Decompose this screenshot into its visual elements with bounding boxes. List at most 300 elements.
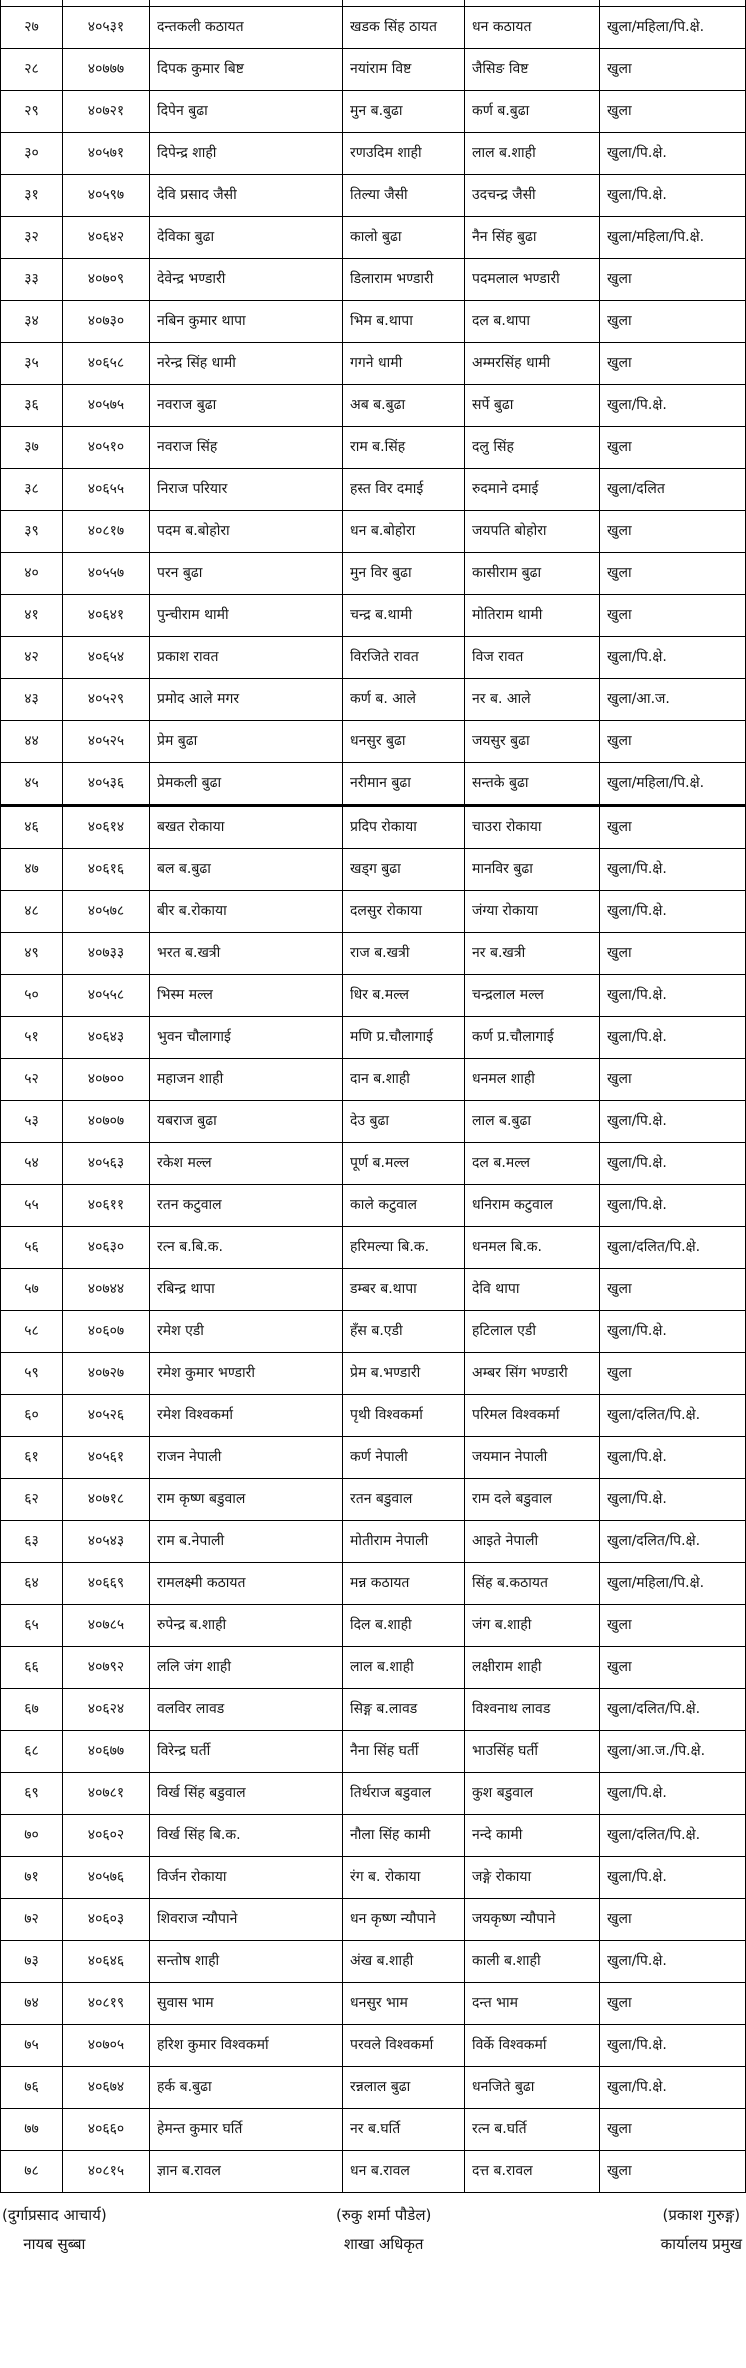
cell-father: पृथी विश्वकर्मा — [343, 1395, 465, 1437]
cell-name: देविका बुढा — [150, 217, 343, 259]
cell-category: खुला/महिला/पि.क्षे. — [600, 763, 746, 806]
cell-father: परवले विश्वकर्मा — [343, 2025, 465, 2067]
cell-roll: ४०६६० — [63, 2109, 150, 2151]
cell-roll: ४०६५८ — [63, 343, 150, 385]
cell-roll: ४०८१७ — [63, 511, 150, 553]
table-row — [1, 2025, 746, 2067]
cell-sn: ५२ — [1, 1059, 63, 1101]
cell-sn: ४६ — [1, 806, 63, 849]
cell-sn: ६१ — [1, 1437, 63, 1479]
table-row — [1, 1815, 746, 1857]
cell-category: खुला — [600, 343, 746, 385]
cell-sn: ५५ — [1, 1185, 63, 1227]
cell-category: खुला — [600, 1647, 746, 1689]
cell-name: यबराज बुढा — [150, 1101, 343, 1143]
cell-category: खुला/दलित/पि.क्षे. — [600, 1227, 746, 1269]
cell-grandfather: मानविर बुढा — [465, 849, 600, 891]
cell-category: खुला/पि.क्षे. — [600, 1143, 746, 1185]
cell-category: खुला — [600, 553, 746, 595]
table-row — [1, 849, 746, 891]
cell-roll: ४०६४३ — [63, 1017, 150, 1059]
cell-grandfather: दल ब.मल्ल — [465, 1143, 600, 1185]
table-row — [1, 259, 746, 301]
cell-grandfather: नैन सिंह बुढा — [465, 217, 600, 259]
cell-name: प्रेम बुढा — [150, 721, 343, 763]
cell-sn: २८ — [1, 49, 63, 91]
cell-category: खुला — [600, 1269, 746, 1311]
table-row — [1, 975, 746, 1017]
table-row — [1, 1479, 746, 1521]
cell-category: खुला — [600, 933, 746, 975]
table-row — [1, 1227, 746, 1269]
table-row — [1, 595, 746, 637]
cell-father: कर्ण ब. आले — [343, 679, 465, 721]
cell-sn: ७३ — [1, 1941, 63, 1983]
cell-sn: ३९ — [1, 511, 63, 553]
cell-grandfather: आइते नेपाली — [465, 1521, 600, 1563]
cell-sn: ४१ — [1, 595, 63, 637]
cell-father: डिलाराम भण्डारी — [343, 259, 465, 301]
cell-sn: ७४ — [1, 1983, 63, 2025]
signatory-name: (रुकु शर्मा पौडेल) — [335, 2206, 432, 2224]
cell-name: प्रेमकली बुढा — [150, 763, 343, 806]
cell-category: खुला/आ.ज. — [600, 679, 746, 721]
cell-father: कर्ण नेपाली — [343, 1437, 465, 1479]
cell-name: परन बुढा — [150, 553, 343, 595]
cell-father: गगने धामी — [343, 343, 465, 385]
cell-name: भुवन चौलागाई — [150, 1017, 343, 1059]
cell-name: प्रमोद आले मगर — [150, 679, 343, 721]
cell-father: नर ब.घर्ति — [343, 2109, 465, 2151]
cell-sn: ६५ — [1, 1605, 63, 1647]
cell-grandfather: कुश बडुवाल — [465, 1773, 600, 1815]
cell-roll: ४०५५७ — [63, 553, 150, 595]
cell-name: रमेश कुमार भण्डारी — [150, 1353, 343, 1395]
cell-father: डम्बर ब.थापा — [343, 1269, 465, 1311]
cell-name: दिपेन्द्र शाही — [150, 133, 343, 175]
cell-father: खड्ग बुढा — [343, 849, 465, 891]
table-row — [1, 1311, 746, 1353]
cell-grandfather: विर्के विश्वकर्मा — [465, 2025, 600, 2067]
table-row — [1, 1185, 746, 1227]
cell-category: खुला — [600, 2151, 746, 2193]
cell-sn: ६० — [1, 1395, 63, 1437]
cell-category: खुला/पि.क्षे. — [600, 133, 746, 175]
cell-name: नरेन्द्र सिंह धामी — [150, 343, 343, 385]
cell-father: देउ बुढा — [343, 1101, 465, 1143]
cell-father: अब ब.बुढा — [343, 385, 465, 427]
cell-father: कालो बुढा — [343, 217, 465, 259]
cell-name: रमेश विश्वकर्मा — [150, 1395, 343, 1437]
cell-father: मणि प्र.चौलागाई — [343, 1017, 465, 1059]
cell-name: भिस्म मल्ल — [150, 975, 343, 1017]
table-row — [1, 511, 746, 553]
cell-roll: ४०६७७ — [63, 1731, 150, 1773]
cell-grandfather: रत्न ब.घर्ति — [465, 2109, 600, 2151]
cell-roll: ४०७०५ — [63, 2025, 150, 2067]
cell-father: दिल ब.शाही — [343, 1605, 465, 1647]
cell-category: खुला/पि.क्षे. — [600, 1311, 746, 1353]
cell-category: खुला — [600, 1983, 746, 2025]
cell-roll: ४०८१९ — [63, 1983, 150, 2025]
table-row — [1, 1941, 746, 1983]
cell-category: खुला — [600, 1353, 746, 1395]
cell-roll: ४०५२५ — [63, 721, 150, 763]
cell-roll: ४०७०९ — [63, 259, 150, 301]
cell-roll: ४०६७४ — [63, 2067, 150, 2109]
cell-name: विर्जन रोकाया — [150, 1857, 343, 1899]
cell-name: ललि जंग शाही — [150, 1647, 343, 1689]
cell-name: रत्न ब.बि.क. — [150, 1227, 343, 1269]
cell-roll: ४०५९७ — [63, 175, 150, 217]
cell-father: काले कटुवाल — [343, 1185, 465, 1227]
table-row — [1, 1689, 746, 1731]
cell-sn: ३३ — [1, 259, 63, 301]
cell-sn: ७२ — [1, 1899, 63, 1941]
cell-sn: २९ — [1, 91, 63, 133]
table-row — [1, 637, 746, 679]
cell-roll: ४०६२४ — [63, 1689, 150, 1731]
cell-category: खुला — [600, 1059, 746, 1101]
cell-grandfather: धनमल शाही — [465, 1059, 600, 1101]
cell-sn: ३८ — [1, 469, 63, 511]
cell-father: रतन बडुवाल — [343, 1479, 465, 1521]
cell-grandfather: चाउरा रोकाया — [465, 806, 600, 849]
cell-sn: ६८ — [1, 1731, 63, 1773]
cell-category: खुला/पि.क्षे. — [600, 975, 746, 1017]
cell-grandfather: दलु सिंह — [465, 427, 600, 469]
cell-roll: ४०६६९ — [63, 1563, 150, 1605]
cell-name: विर्ख सिंह बि.क. — [150, 1815, 343, 1857]
cell-name: ज्ञान ब.रावल — [150, 2151, 343, 2193]
table-row — [1, 1017, 746, 1059]
cell-roll: ४०६३० — [63, 1227, 150, 1269]
cell-grandfather: परिमल विश्वकर्मा — [465, 1395, 600, 1437]
cell-grandfather: सन्तके बुढा — [465, 763, 600, 806]
table-row — [1, 49, 746, 91]
table-row — [1, 469, 746, 511]
cell-father: दलसुर रोकाया — [343, 891, 465, 933]
table-row — [1, 679, 746, 721]
cell-grandfather: नर ब. आले — [465, 679, 600, 721]
cell-grandfather: अम्मरसिंह धामी — [465, 343, 600, 385]
cell-father: सिङ्ग ब.लावड — [343, 1689, 465, 1731]
cell-roll: ४०७०७ — [63, 1101, 150, 1143]
cell-roll: ४०५६१ — [63, 1437, 150, 1479]
table-row — [1, 1731, 746, 1773]
cell-sn: ६७ — [1, 1689, 63, 1731]
cell-name: नबिन कुमार थापा — [150, 301, 343, 343]
cell-roll: ४०७३३ — [63, 933, 150, 975]
table-row — [1, 1563, 746, 1605]
cell-father: नैना सिंह घर्ती — [343, 1731, 465, 1773]
cell-roll: ४०७१८ — [63, 1479, 150, 1521]
cell-name: रमेश एडी — [150, 1311, 343, 1353]
cell-sn: ५१ — [1, 1017, 63, 1059]
cell-name: रामलक्ष्मी कठायत — [150, 1563, 343, 1605]
cell-name: सुवास भाम — [150, 1983, 343, 2025]
cell-grandfather: अम्बर सिंग भण्डारी — [465, 1353, 600, 1395]
cell-father: लाल ब.शाही — [343, 1647, 465, 1689]
table-row — [1, 1857, 746, 1899]
cell-father: नयांराम विष्ट — [343, 49, 465, 91]
signature-area — [0, 2193, 746, 2264]
cell-sn: ५० — [1, 975, 63, 1017]
cell-sn: ६६ — [1, 1647, 63, 1689]
cell-category: खुला/दलित/पि.क्षे. — [600, 1395, 746, 1437]
cell-category: खुला/पि.क्षे. — [600, 175, 746, 217]
cell-father: राम ब.सिंह — [343, 427, 465, 469]
cell-name: रुपेन्द्र ब.शाही — [150, 1605, 343, 1647]
cell-roll: ४०५४३ — [63, 1521, 150, 1563]
cell-sn: ३७ — [1, 427, 63, 469]
roster-table-body — [1, 0, 746, 2193]
cell-father: हँस ब.एडी — [343, 1311, 465, 1353]
table-row — [1, 301, 746, 343]
cell-sn: ५३ — [1, 1101, 63, 1143]
table-row — [1, 91, 746, 133]
cell-father: नरीमान बुढा — [343, 763, 465, 806]
cell-father: तिल्या जैसी — [343, 175, 465, 217]
cell-name: शिवराज न्यौपाने — [150, 1899, 343, 1941]
table-row — [1, 1269, 746, 1311]
cell-father: विरजिते रावत — [343, 637, 465, 679]
cell-category: खुला/महिला/पि.क्षे. — [600, 7, 746, 49]
cell-category: खुला/पि.क्षे. — [600, 1017, 746, 1059]
cell-roll: ४०७२१ — [63, 91, 150, 133]
cell-grandfather: सिंह ब.कठायत — [465, 1563, 600, 1605]
cell-father: हस्त विर दमाई — [343, 469, 465, 511]
signature-block-right — [661, 2201, 742, 2258]
cell-father: प्रदिप रोकाया — [343, 806, 465, 849]
cell-grandfather: भाउसिंह घर्ती — [465, 1731, 600, 1773]
cell-name: राजन नेपाली — [150, 1437, 343, 1479]
table-row — [1, 133, 746, 175]
cell-sn: ४५ — [1, 763, 63, 806]
cell-roll: ४०५३६ — [63, 763, 150, 806]
cell-category: खुला — [600, 1605, 746, 1647]
cell-father: धन ब.रावल — [343, 2151, 465, 2193]
cell-name: नवराज सिंह — [150, 427, 343, 469]
cell-grandfather: चन्द्रलाल मल्ल — [465, 975, 600, 1017]
cell-grandfather: विश्वनाथ लावड — [465, 1689, 600, 1731]
cell-sn: ३२ — [1, 217, 63, 259]
cell-grandfather: जयकृष्ण न्यौपाने — [465, 1899, 600, 1941]
cell-category: खुला/पि.क्षे. — [600, 891, 746, 933]
cell-father: प्रेम ब.भण्डारी — [343, 1353, 465, 1395]
cell-father: धन ब.बोहोरा — [343, 511, 465, 553]
cell-category: खुला/दलित/पि.क्षे. — [600, 1689, 746, 1731]
cell-grandfather: जंग्या रोकाया — [465, 891, 600, 933]
cell-grandfather: लाल ब.बुढा — [465, 1101, 600, 1143]
cell-category: खुला/पि.क्षे. — [600, 849, 746, 891]
cell-name: भरत ब.खत्री — [150, 933, 343, 975]
cell-category: खुला/पि.क्षे. — [600, 1479, 746, 1521]
cell-grandfather: धन कठायत — [465, 7, 600, 49]
table-row — [1, 217, 746, 259]
cell-category: खुला/पि.क्षे. — [600, 637, 746, 679]
table-row — [1, 1605, 746, 1647]
cell-roll: ४०५५८ — [63, 975, 150, 1017]
cell-category: खुला/पि.क्षे. — [600, 2067, 746, 2109]
cell-father: मन्न कठायत — [343, 1563, 465, 1605]
cell-father: भिम ब.थापा — [343, 301, 465, 343]
cell-sn: ६३ — [1, 1521, 63, 1563]
cell-sn: ५९ — [1, 1353, 63, 1395]
cell-grandfather: नन्दे कामी — [465, 1815, 600, 1857]
cell-category: खुला/पि.क्षे. — [600, 1101, 746, 1143]
signatory-title: कार्यालय प्रमुख — [660, 2234, 742, 2253]
cell-category: खुला — [600, 1899, 746, 1941]
cell-roll: ४०८१५ — [63, 2151, 150, 2193]
table-row — [1, 1059, 746, 1101]
cell-sn: ४३ — [1, 679, 63, 721]
cell-name: निराज परियार — [150, 469, 343, 511]
cell-name: विरेन्द्र घर्ती — [150, 1731, 343, 1773]
cell-roll: ४०६५५ — [63, 469, 150, 511]
cell-sn: ४८ — [1, 891, 63, 933]
cell-sn: ५४ — [1, 1143, 63, 1185]
cell-father: तिर्थराज बडुवाल — [343, 1773, 465, 1815]
signatory-name: (प्रकाश गुरुङ्ग) — [662, 2206, 741, 2224]
table-row — [1, 1773, 746, 1815]
cell-roll: ४०७४४ — [63, 1269, 150, 1311]
cell-grandfather: देवि थापा — [465, 1269, 600, 1311]
cell-father: राज ब.खत्री — [343, 933, 465, 975]
cell-name: बल ब.बुढा — [150, 849, 343, 891]
cell-category: खुला — [600, 49, 746, 91]
cell-grandfather: लक्षीराम शाही — [465, 1647, 600, 1689]
table-row — [1, 343, 746, 385]
cell-father: चन्द्र ब.थामी — [343, 595, 465, 637]
cell-roll: ४०७८१ — [63, 1773, 150, 1815]
cell-roll: ४०५६३ — [63, 1143, 150, 1185]
cell-father: धनसुर बुढा — [343, 721, 465, 763]
cell-roll: ४०५१० — [63, 427, 150, 469]
cell-roll: ४०७९२ — [63, 1647, 150, 1689]
cell-name: देवि प्रसाद जैसी — [150, 175, 343, 217]
cell-name: राम कृष्ण बडुवाल — [150, 1479, 343, 1521]
cell-grandfather: कासीराम बुढा — [465, 553, 600, 595]
cell-name: महाजन शाही — [150, 1059, 343, 1101]
cell-name: रबिन्द्र थापा — [150, 1269, 343, 1311]
cell-category: खुला — [600, 301, 746, 343]
cell-father: रंग ब. रोकाया — [343, 1857, 465, 1899]
cell-sn: ४७ — [1, 849, 63, 891]
cell-name: बीर ब.रोकाया — [150, 891, 343, 933]
cell-roll: ४०७८५ — [63, 1605, 150, 1647]
table-row — [1, 891, 746, 933]
cell-father: खडक सिंह ठायत — [343, 7, 465, 49]
cell-roll: ४०७२७ — [63, 1353, 150, 1395]
cell-sn: ४४ — [1, 721, 63, 763]
cell-sn: ५६ — [1, 1227, 63, 1269]
cell-grandfather: पदमलाल भण्डारी — [465, 259, 600, 301]
cell-sn: ७० — [1, 1815, 63, 1857]
cell-category: खुला — [600, 2109, 746, 2151]
cell-name: रतन कटुवाल — [150, 1185, 343, 1227]
table-row — [1, 1143, 746, 1185]
cell-roll: ४०७३० — [63, 301, 150, 343]
cell-name: पदम ब.बोहोरा — [150, 511, 343, 553]
cell-name: राम ब.नेपाली — [150, 1521, 343, 1563]
signatory-title: शाखा अधिकृत — [343, 2234, 424, 2253]
cell-father: मोतीराम नेपाली — [343, 1521, 465, 1563]
cell-category: खुला/पि.क्षे. — [600, 1941, 746, 1983]
cell-roll: ४०६५४ — [63, 637, 150, 679]
cell-name: पुन्चीराम थामी — [150, 595, 343, 637]
table-row — [1, 2151, 746, 2193]
cell-grandfather: कर्ण प्र.चौलागाई — [465, 1017, 600, 1059]
cell-sn: ३४ — [1, 301, 63, 343]
cell-roll: ४०५७८ — [63, 891, 150, 933]
signatory-name: (दुर्गाप्रसाद आचार्य) — [2, 2206, 107, 2224]
cell-father: धनसुर भाम — [343, 1983, 465, 2025]
cell-name: नवराज बुढा — [150, 385, 343, 427]
cell-name: बखत रोकाया — [150, 806, 343, 849]
table-row — [1, 806, 746, 849]
table-row — [1, 1395, 746, 1437]
cell-roll: ४०६०७ — [63, 1311, 150, 1353]
cell-roll: ४०६१४ — [63, 806, 150, 849]
cell-grandfather: धनमल बि.क. — [465, 1227, 600, 1269]
cell-sn: ३० — [1, 133, 63, 175]
cell-category: खुला/पि.क्षे. — [600, 1857, 746, 1899]
table-row — [1, 721, 746, 763]
cell-category: खुला/पि.क्षे. — [600, 385, 746, 427]
cell-grandfather: मोतिराम थामी — [465, 595, 600, 637]
cell-grandfather: हटिलाल एडी — [465, 1311, 600, 1353]
cell-sn: ३६ — [1, 385, 63, 427]
cell-name: प्रकाश रावत — [150, 637, 343, 679]
cell-roll: ४०५७६ — [63, 1857, 150, 1899]
cell-roll: ४०६१६ — [63, 849, 150, 891]
cell-category: खुला/दलित — [600, 469, 746, 511]
cell-name: हेमन्त कुमार घर्ति — [150, 2109, 343, 2151]
cell-category: खुला — [600, 427, 746, 469]
cell-father: हरिमल्या बि.क. — [343, 1227, 465, 1269]
cell-grandfather: धनिराम कटुवाल — [465, 1185, 600, 1227]
cell-category: खुला/महिला/पि.क्षे. — [600, 1563, 746, 1605]
cell-category: खुला/दलित/पि.क्षे. — [600, 1815, 746, 1857]
table-row — [1, 1647, 746, 1689]
table-row — [1, 1983, 746, 2025]
cell-roll: ४०७०० — [63, 1059, 150, 1101]
cell-sn: ६४ — [1, 1563, 63, 1605]
cell-roll: ४०६४२ — [63, 217, 150, 259]
cell-sn: ३५ — [1, 343, 63, 385]
cell-sn: ७७ — [1, 2109, 63, 2151]
table-row — [1, 1101, 746, 1143]
cell-grandfather: सर्पे बुढा — [465, 385, 600, 427]
table-row — [1, 553, 746, 595]
cell-roll: ४०६११ — [63, 1185, 150, 1227]
cell-sn: ७६ — [1, 2067, 63, 2109]
cell-sn: ५८ — [1, 1311, 63, 1353]
cell-name: विर्ख सिंह बडुवाल — [150, 1773, 343, 1815]
cell-category: खुला/पि.क्षे. — [600, 1773, 746, 1815]
cell-father: धन कृष्ण न्यौपाने — [343, 1899, 465, 1941]
cell-name: दन्तकली कठायत — [150, 7, 343, 49]
cell-grandfather: जंग ब.शाही — [465, 1605, 600, 1647]
cell-grandfather: काली ब.शाही — [465, 1941, 600, 1983]
cell-roll: ४०६४१ — [63, 595, 150, 637]
cell-grandfather: जङ्गे रोकाया — [465, 1857, 600, 1899]
cell-category: खुला/पि.क्षे. — [600, 1437, 746, 1479]
cell-father: धिर ब.मल्ल — [343, 975, 465, 1017]
cell-category: खुला/महिला/पि.क्षे. — [600, 217, 746, 259]
cell-sn: ७५ — [1, 2025, 63, 2067]
